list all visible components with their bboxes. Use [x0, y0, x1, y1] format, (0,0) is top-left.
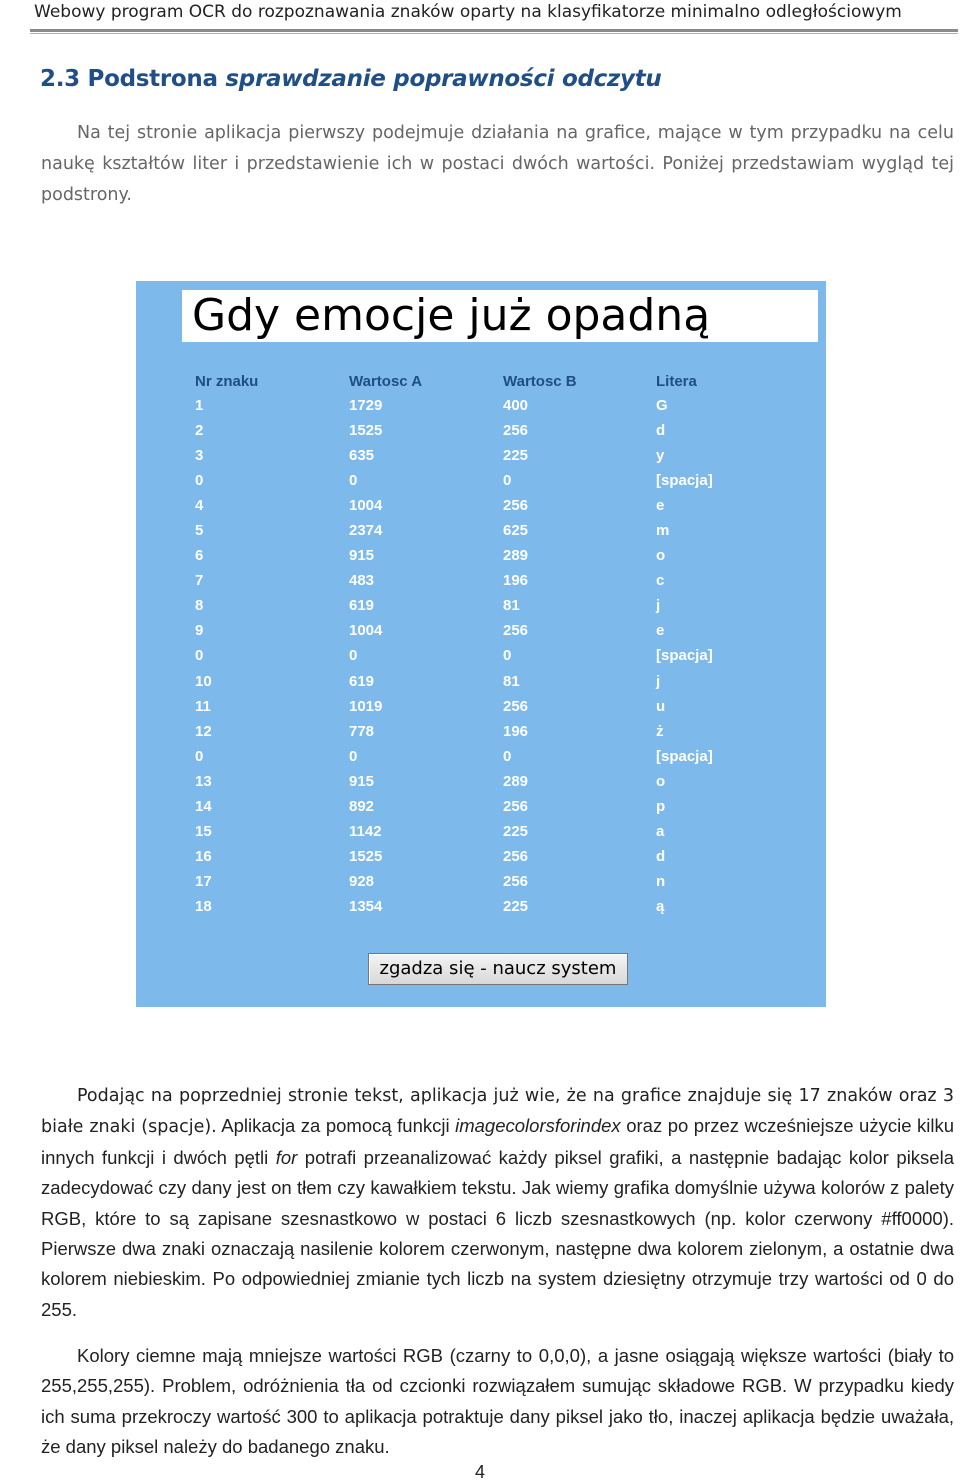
table-cell: 12: [195, 722, 212, 740]
table-cell: e: [656, 622, 665, 640]
running-header: Webowy program OCR do rozpoznawania znaków oparty na klasyfikatorze minimalno odległościowym: [34, 2, 902, 22]
table-cell: 892: [349, 797, 375, 815]
table-cell: 15: [195, 822, 212, 840]
table-cell: 256: [503, 872, 529, 890]
table-cell: 0: [503, 747, 512, 765]
table-cell: 0: [349, 472, 358, 490]
table-cell: 256: [503, 847, 529, 865]
table-cell: 81: [503, 597, 520, 615]
table-cell: 778: [349, 722, 375, 740]
table-cell: 256: [503, 422, 529, 440]
table-cell: o: [656, 772, 666, 790]
table-cell: 2374: [349, 522, 383, 540]
loop-name: for: [275, 1146, 298, 1168]
table-cell: 1004: [349, 497, 383, 515]
table-cell: G: [656, 397, 668, 414]
table-cell: ą: [656, 897, 665, 915]
table-cell: u: [656, 697, 666, 715]
table-cell: d: [656, 847, 666, 865]
table-cell: 619: [349, 597, 375, 615]
table-cell: 16: [195, 847, 212, 865]
table-cell: 0: [195, 747, 204, 765]
table-cell: 81: [503, 672, 520, 690]
table-cell: 400: [503, 397, 529, 414]
table-cell: 6: [195, 547, 204, 565]
table-cell: 0: [503, 647, 512, 665]
table-cell: 4: [195, 497, 204, 515]
table-cell: 0: [195, 647, 204, 665]
paragraph-text: potrafi przeanalizować każdy piksel grafiki, a następnie badając kolor piksela zadecydować czy dany jest on tłem czy kawałkiem tekstu. Jak wiemy grafika domyślnie używa kolorów z palety RGB, które to są zapisane szesnastkowo w postaci 6 liczb szesnastkowych (np. kolor czerwony #ff0000). Pierwsze dwa znaki oznaczają nasilenie kolorem czerwonym, następne dwa kolorem zielonym, a ostatnie dwa kolorem niebieskim. Po odpowiedniej zmianie tych liczb na system dziesiętny otrzymuje trzy wartości od 0 do 255.: [41, 1146, 954, 1320]
header-rule: [30, 29, 958, 32]
body-paragraph-3: Kolory ciemne mają mniejsze wartości RGB (czarny to 0,0,0), a jasne osiągają większe wartości (biały to 255,255,255). Problem, odróżnienia tła od czcionki rozwiązałem sumując składowe RGB. W przypadku kiedy ich suma przekroczy wartość 300 to aplikacja potraktuje dany piksel jako tło, inaczej aplikacja będzie uważała, że dany piksel należy do badanego znaku.: [41, 1345, 954, 1458]
table-cell: 1: [195, 397, 204, 414]
table-cell: 196: [503, 722, 529, 740]
learn-system-button[interactable]: zgadza się - naucz system: [368, 953, 628, 985]
table-cell: 10: [195, 672, 212, 690]
table-cell: 5: [195, 522, 204, 540]
table-cell: 0: [349, 647, 358, 665]
table-cell: [spacja]: [656, 472, 713, 490]
table-cell: 256: [503, 797, 529, 815]
table-cell: 915: [349, 547, 375, 565]
table-cell: 1142: [349, 822, 382, 840]
column-header: Wartosc B: [503, 373, 577, 390]
page-number: 4: [474, 1462, 485, 1482]
table-cell: y: [656, 447, 665, 465]
table-cell: 256: [503, 697, 529, 715]
paragraph-lead: Podając na poprzedniej stronie tekst, aplikacja już wie, że na grafice znajduje się 17 znaków oraz 3 białe znaki (spacje).: [41, 1086, 954, 1138]
table-cell: 14: [195, 797, 212, 815]
table-cell: 289: [503, 547, 529, 565]
table-cell: 225: [503, 897, 529, 915]
table-cell: n: [656, 872, 666, 890]
column-header: Nr znaku: [195, 373, 259, 390]
header-rule-thin: [30, 33, 958, 34]
screenshot-title-image: Gdy emocje już opadną: [182, 290, 818, 342]
table-cell: e: [656, 497, 665, 515]
table-cell: 256: [503, 497, 529, 515]
table-cell: c: [656, 572, 665, 590]
table-cell: 289: [503, 772, 529, 790]
body-paragraph-2: [41, 1080, 954, 1325]
table-cell: j: [656, 597, 661, 615]
table-cell: 1354: [349, 897, 383, 915]
table-cell: 225: [503, 822, 529, 840]
table-cell: 7: [195, 572, 204, 590]
table-cell: 1525: [349, 422, 383, 440]
section-title-italic: sprawdzanie poprawności odczytu: [225, 66, 662, 92]
table-cell: 928: [349, 872, 375, 890]
column-header: Wartosc A: [349, 373, 423, 390]
function-name: imagecolorsforindex: [455, 1115, 621, 1137]
table-cell: 2: [195, 422, 204, 440]
table-cell: o: [656, 547, 666, 565]
table-cell: a: [656, 822, 665, 840]
table-cell: [spacja]: [656, 647, 713, 665]
column-header: Litera: [656, 373, 697, 390]
table-cell: ż: [656, 722, 664, 740]
table-cell: 635: [349, 447, 375, 465]
table-cell: 13: [195, 772, 212, 790]
table-cell: [spacja]: [656, 747, 713, 765]
table-cell: 0: [349, 747, 358, 765]
table-cell: 625: [503, 522, 529, 540]
table-cell: 1729: [349, 397, 383, 414]
paragraph-text: Aplikacja za pomocą funkcji: [216, 1115, 456, 1137]
table-cell: 1525: [349, 847, 383, 865]
table-cell: m: [656, 522, 670, 540]
table-cell: 8: [195, 597, 204, 615]
table-cell: 619: [349, 672, 375, 690]
table-cell: p: [656, 797, 666, 815]
table-cell: 11: [195, 697, 211, 715]
table-cell: 0: [503, 472, 512, 490]
table-cell: 0: [195, 472, 204, 490]
section-title-prefix: 2.3 Podstrona: [40, 66, 226, 92]
table-cell: 9: [195, 622, 204, 640]
table-cell: 1019: [349, 697, 383, 715]
table-cell: d: [656, 422, 666, 440]
table-cell: 256: [503, 622, 529, 640]
table-cell: 18: [195, 897, 212, 915]
paragraph-text: oraz po przez wcześniejsze użycie kilku innych funkcji i dwóch pętli: [41, 1115, 955, 1168]
table-cell: 17: [195, 872, 212, 890]
table-cell: 915: [349, 772, 375, 790]
table-cell: 196: [503, 572, 529, 590]
table-cell: 3: [195, 447, 204, 465]
table-cell: j: [656, 672, 661, 690]
section-title: [40, 64, 662, 94]
table-cell: 483: [349, 572, 375, 590]
table-cell: 1004: [349, 622, 383, 640]
intro-paragraph: Na tej stronie aplikacja pierwszy podejmuje działania na grafice, mające w tym przypadku na celu naukę kształtów liter i przedstawienie ich w postaci dwóch wartości. Poniżej przedstawiam wygląd tej podstrony.: [41, 123, 954, 205]
app-screenshot: [136, 281, 826, 1007]
table-cell: 225: [503, 447, 529, 465]
